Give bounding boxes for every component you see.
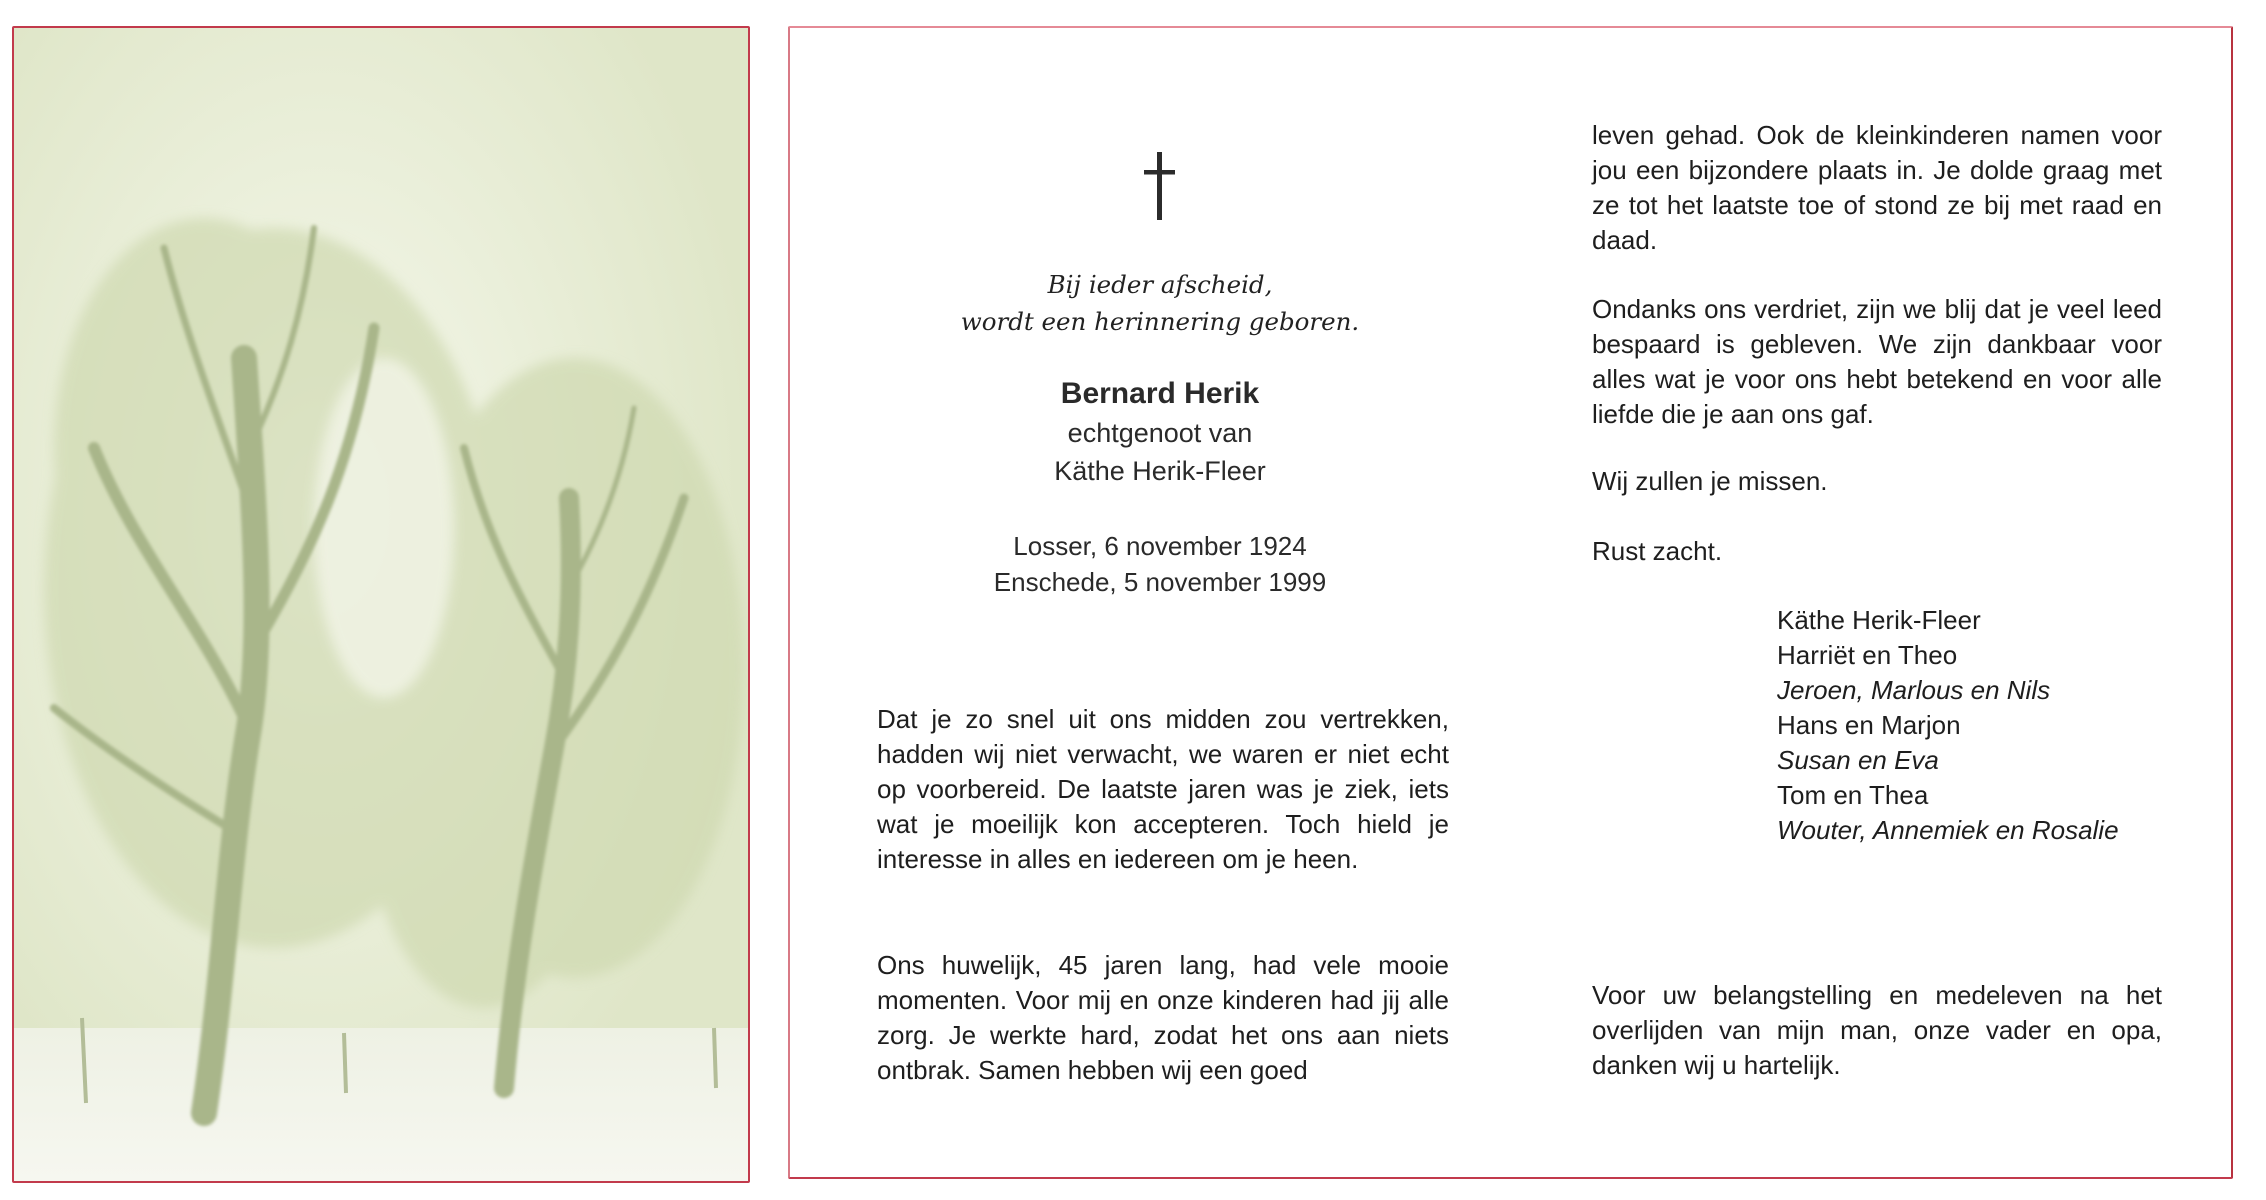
family-member: Harriët en Theo [1777,640,1958,670]
motto-line-1: Bij ieder afscheid, [1047,270,1273,299]
right-paragraph-1: leven gehad. Ook de kleinkinderen namen voor jou een bijzondere plaats in. Je dolde graag met ze tot het laatste toe of stond ze bij met raad en daad. [1592,120,2162,255]
right-paragraph-4: Rust zacht. [1592,536,1723,566]
family-member: Jeroen, Marlous en Nils [1777,675,2051,705]
family-member: Käthe Herik-Fleer [1777,605,1981,635]
left-paragraph-2: Ons huwelijk, 45 jaren lang, had vele mooie momenten. Voor mij en onze kinderen had jij alle zorg. Je werkte hard, zodat het ons aan niets ontbrak. Samen hebben wij een goed [877,950,1449,1085]
cross-icon [1140,150,1180,222]
right-paragraph-3: Wij zullen je missen. [1592,466,1828,496]
family-list [1777,603,2119,848]
relation-text: echtgenoot van [1067,418,1253,448]
motto [900,266,1420,340]
winter-trees-photo [14,28,748,1181]
family-member: Tom en Thea [1777,780,1929,810]
thanks-paragraph: Voor uw belangstelling en medeleven na het overlijden van mijn man, onze vader en opa, danken wij u hartelijk. [1592,980,2162,1080]
left-paragraph-1: Dat je zo snel uit ons midden zou vertrekken, hadden wij niet verwacht, we waren er niet echt op voorbereid. De laatste jaren was je ziek, iets wat je moeilijk kon accepteren. Toch hield je interesse in alles en iedereen om je heen. [877,704,1449,874]
family-member: Wouter, Annemiek en Rosalie [1777,815,2119,845]
death-date: Enschede, 5 november 1999 [993,567,1327,597]
right-paragraph-2: Ondanks ons verdriet, zijn we blij dat je veel leed bespaard is gebleven. We zijn dankbaar voor alles wat je voor ons hebt betekend en voor alle liefde die je aan ons gaf. [1592,294,2162,429]
life-dates [900,528,1420,600]
photo-card [12,26,750,1183]
spouse-name: Käthe Herik-Fleer [1054,456,1266,486]
deceased-name: Bernard Herik [1060,377,1260,410]
spouse-block [900,414,1420,490]
motto-line-2: wordt een herinnering geboren. [960,307,1360,336]
family-member: Hans en Marjon [1777,710,1961,740]
family-member: Susan en Eva [1777,745,1939,775]
birth-date: Losser, 6 november 1924 [1013,531,1307,561]
